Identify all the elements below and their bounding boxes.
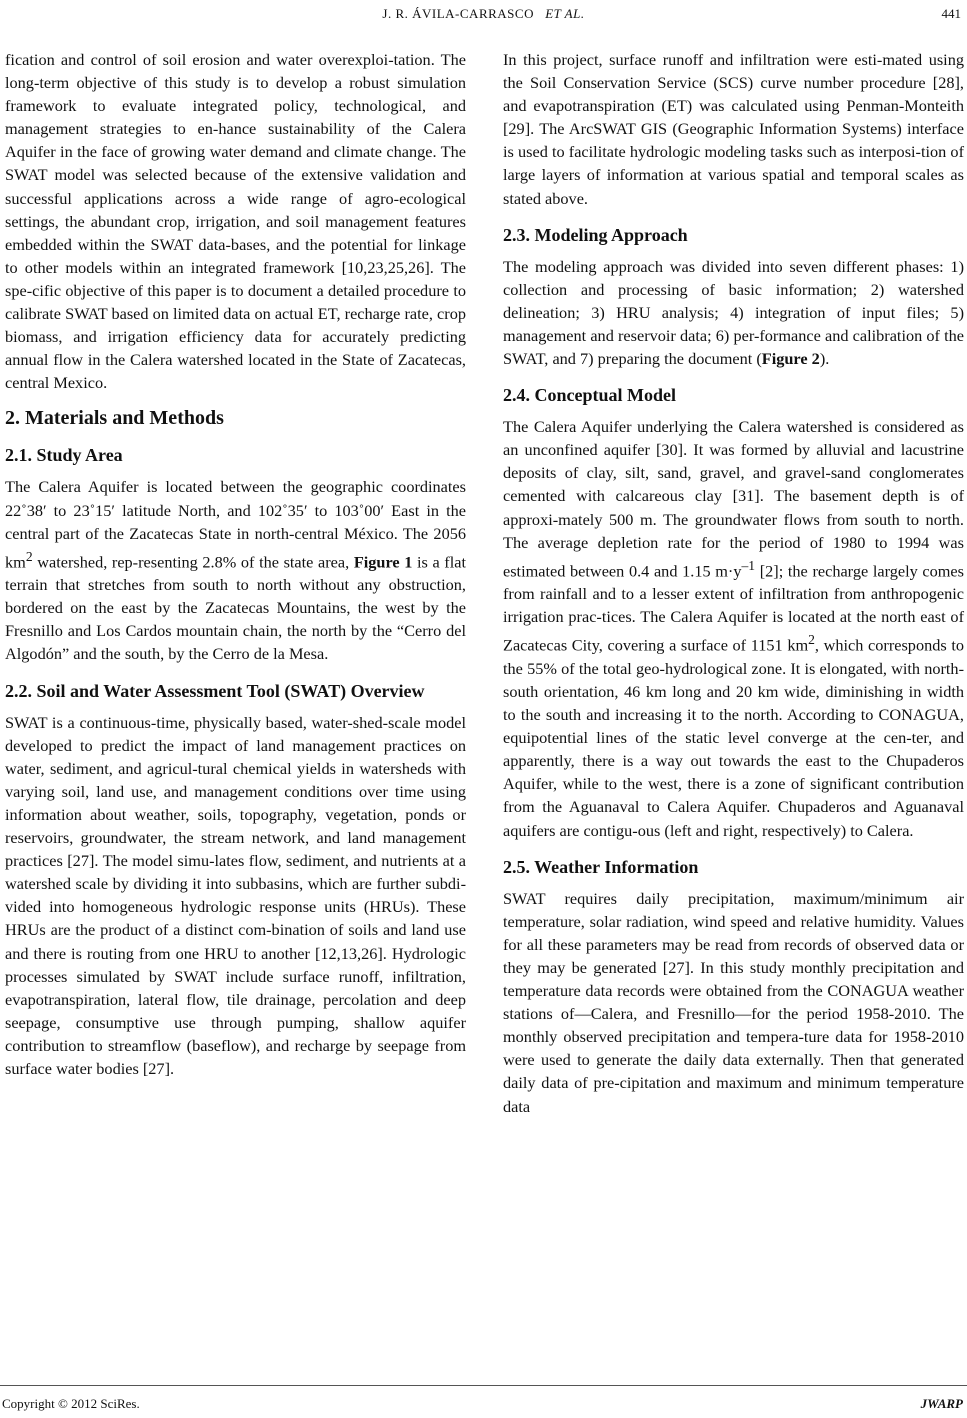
section-2-heading: 2. Materials and Methods: [5, 407, 224, 430]
journal-abbreviation: JWARP: [920, 1396, 963, 1411]
right-column: [503, 48, 964, 1118]
section-2-1-heading: 2.1. Study Area: [5, 445, 123, 466]
conceptual-model-paragraph: [503, 415, 964, 842]
conceptual-model-text-c: , which corresponds to the 55% of the total geo-hydrological zone. It is elongated, with north-south orientation, 46 km long and 20 km wide, diminishing in width to the south and increasing it to the north. According to CONAGUA, equipotential lines of the static level converge at the cen-ter, and apparently, there is a way out towards the east to the Chupaderos Aquifer, while to the west, there is a zone of significant contribution from the Aguanaval to Calera Aquifer. Chupaderos and Aguanaval aquifers are contigu-ous (left and right, respectively) to Calera.: [503, 635, 964, 840]
study-area-text-b: watershed, rep-resenting 2.8% of the state area,: [32, 552, 354, 572]
section-2-3-heading: 2.3. Modeling Approach: [503, 224, 688, 245]
modeling-approach-text-b: ).: [819, 349, 830, 369]
copyright-notice: Copyright © 2012 SciRes.: [2, 1396, 140, 1411]
section-2-2-heading: 2.2. Soil and Water Assessment Tool (SWAT) Overview: [5, 680, 425, 701]
page-number: 441: [941, 6, 961, 21]
section-2-4-heading: 2.4. Conceptual Model: [503, 385, 676, 406]
study-area-paragraph: [5, 475, 466, 665]
left-column: [5, 48, 466, 1080]
section-2-5-heading: 2.5. Weather Information: [503, 856, 699, 877]
conceptual-model-text-a: The Calera Aquifer underlying the Calera watershed is considered as an unconfined aquifer [30]. It was formed by alluvial and lacustrine deposits of clay, silt, sand, gravel, and gravel-sand conglomerates cemented with calcareous clay [31]. The basement depth is of approxi-mately 500 m. The groundwater flows from south to north. The average depletion rate for the period of 1980 to 1994 was estimated between 0.4 and 1.15 m·y: [503, 417, 964, 581]
weather-information-paragraph: SWAT requires daily precipitation, maximum/minimum air temperature, solar radiation, wind speed and relative humidity. Values for all these parameters may be read from records of observed data or they may be generated [27]. In this study monthly precipitation and temperature data records were obtained from the CONAGUA weather stations of—Calera, and Fresnillo—for the period 1958-2010. The monthly observed precipitation and tempera-ture data for 1958-2010 were used to generate the daily data externally. Then that generated daily data of pre-cipitation and maximum and minimum temperature data: [503, 888, 964, 1116]
conceptual-model-text-b: [2]; the recharge largely comes from rainfall and to a lesser extent of infiltration from anthropogenic irrigation prac-tices. The Calera Aquifer is located at the north east of Zacatecas City, covering a surface of 1151 km: [503, 561, 964, 655]
swat-overview-paragraph: SWAT is a continuous-time, physically based, water-shed-scale model developed to predict the impact of land management practices on water, sediment, and agricul-tural chemical yields in watersheds with varying soil, land use, and management conditions over time using information about weather, soils, topography, vegetation, ponds or reservoirs, groundwater, the stream network, and land management practices [27]. The model simu-lates flow, sediment, and nutrients at a watershed scale by dividing it into subbasins, which are further subdi-vided into homogeneous hydrologic response units (HRUs). These HRUs are the product of a distinct com-bination of soils and land use and there is routing from one HRU to another [12,13,26]. Hydrologic processes simulated by SWAT include surface runoff, infiltration, evapotranspiration, lateral flow, tile drainage, percolation and deep seepage, consumptive use through pumping, shallow aquifer contribution to streamflow (baseflow), and recharge by seepage from surface water bodies [27].: [5, 712, 466, 1078]
running-head-authors: J. R. ÁVILA-CARRASCO: [382, 6, 534, 21]
modeling-approach-text-a: The modeling approach was divided into seven different phases: 1) collection and processing of basic information; 2) watershed delineation; 3) HRU analysis; 4) integration of input files; 5) management and reservoir data; 6) per-formance and calibration of the SWAT, and 7) preparing the document (: [503, 256, 964, 369]
running-head: [0, 6, 967, 22]
runoff-paragraph: In this project, surface runoff and infiltration were esti-mated using the Soil Conservation Service (SCS) curve number procedure [28], and evapotranspiration (ET) was calculated using Penman-Monteith [29]. The ArcSWAT GIS (Geographic Information Systems) interface is used to facilitate hydrologic modeling tasks such as interposi-tion of large layers of information at various spatial and temporal scales as stated above.: [503, 50, 964, 208]
study-area-text-a: The Calera Aquifer is located between the geographic coordinates 22˚38′ to 23˚15′ latitude North, and 102˚35′ to 103˚00′ East in the central part of the Zacatecas State in north-central México. The 2056 km: [5, 477, 466, 572]
figure-2-link[interactable]: Figure 2: [761, 349, 820, 369]
modeling-approach-paragraph: [503, 255, 964, 370]
intro-paragraph: fication and control of soil erosion and water overexploi-tation. The long-term objective of this study is to develop a robust simulation framework to evaluate integrated policy, technological, and management strategies to en-hance sustainability of the Calera Aquifer in the face of growing water demand and climate change. The SWAT model was selected because of the extensive validation and successful applications across a wide range of agro-ecological settings, the abundant crop, irrigation, and soil management features embedded within the SWAT data-bases, and the potential for linkage to other models within an integrated framework [10,23,25,26]. The spe-cific objective of this paper is to document a detailed procedure to calibrate SWAT based on limited data on actual ET, recharge rate, crop biomass, and irrigation efficiency data for accurately predicting annual flow in the Calera watershed located in the State of Zacatecas, central Mexico.: [5, 50, 466, 393]
page-footer: [0, 1385, 967, 1416]
figure-1-link[interactable]: Figure 1: [353, 552, 413, 572]
page-header: [0, 0, 967, 36]
conceptual-model-superscript-1: –1: [741, 557, 756, 573]
conceptual-model-superscript-2: 2: [808, 632, 815, 648]
study-area-superscript: 2: [25, 548, 33, 564]
study-area-text-c: is a flat terrain that stretches from south to north without any obstruction, bordered on the east by the Zacatecas Mountains, the west by the Fresnillo and Los Cardos mountain chain, the north by the “Cerro del Algodón” and the south, by the Cerro de la Mesa.: [5, 552, 466, 664]
running-head-etal: ET AL.: [545, 6, 585, 21]
